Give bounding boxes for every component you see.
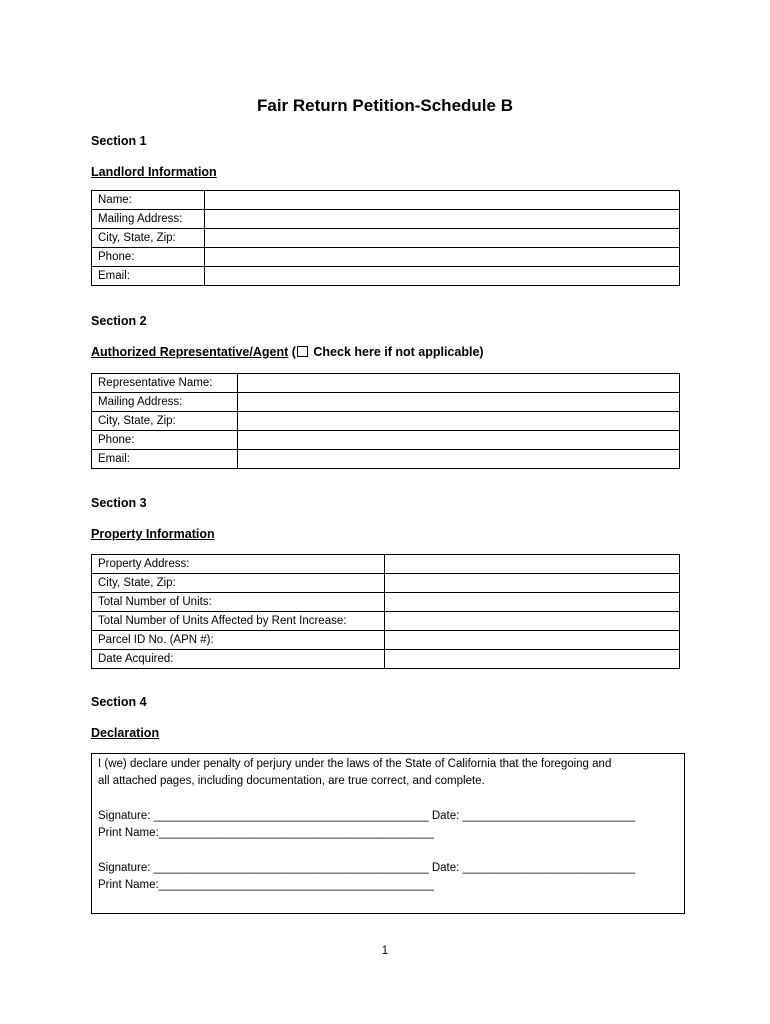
table-row: [92, 612, 680, 631]
table-row: [92, 650, 680, 669]
table-row: [92, 631, 680, 650]
table-row: [92, 574, 680, 593]
units-affected-field[interactable]: [385, 612, 680, 631]
table-row: [92, 393, 680, 412]
row-label: Name:: [92, 191, 205, 210]
section-1-heading: Section 1: [91, 134, 147, 148]
row-label: Mailing Address:: [92, 393, 238, 412]
row-label: Mailing Address:: [92, 210, 205, 229]
table-row: [92, 248, 680, 267]
representative-city-state-zip-field[interactable]: [238, 412, 680, 431]
parcel-id-field[interactable]: [385, 631, 680, 650]
row-label: City, State, Zip:: [92, 412, 238, 431]
print-name-line-1[interactable]: Print Name:___________________________________________: [98, 827, 434, 839]
table-row: [92, 191, 680, 210]
table-row: [92, 593, 680, 612]
property-address-field[interactable]: [385, 555, 680, 574]
representative-phone-field[interactable]: [238, 431, 680, 450]
row-label: Phone:: [92, 431, 238, 450]
row-label: City, State, Zip:: [92, 229, 205, 248]
not-applicable-checkbox[interactable]: [297, 346, 308, 357]
section-1-subheading: Landlord Information: [91, 165, 217, 179]
section-2-heading: Section 2: [91, 314, 147, 328]
table-row: [92, 267, 680, 286]
row-label: Email:: [92, 450, 238, 469]
landlord-phone-field[interactable]: [205, 248, 680, 267]
landlord-email-field[interactable]: [205, 267, 680, 286]
table-row: [92, 210, 680, 229]
date-acquired-field[interactable]: [385, 650, 680, 669]
section-2-subheading: Authorized Representative/Agent: [91, 345, 289, 359]
row-label: Date Acquired:: [92, 650, 385, 669]
row-label: Phone:: [92, 248, 205, 267]
declaration-statement-line-2: all attached pages, including documentation, are true correct, and complete.: [98, 775, 485, 787]
row-label: Email:: [92, 267, 205, 286]
page-number: 1: [381, 945, 389, 957]
section-4-heading: Section 4: [91, 695, 147, 709]
document-title: Fair Return Petition-Schedule B: [257, 96, 513, 115]
signature-line-2[interactable]: Signature: ___________________________________________ Date: ___________________________: [98, 862, 636, 874]
section-4-subheading: Declaration: [91, 726, 160, 740]
row-label: Total Number of Units Affected by Rent Increase:: [92, 612, 385, 631]
table-row: [92, 431, 680, 450]
print-name-line-2[interactable]: Print Name:___________________________________________: [98, 879, 434, 891]
paren-open: (: [288, 345, 296, 359]
row-label: Total Number of Units:: [92, 593, 385, 612]
section-3-heading: Section 3: [91, 496, 147, 510]
row-label: Property Address:: [92, 555, 385, 574]
row-label: Parcel ID No. (APN #):: [92, 631, 385, 650]
representative-info-table: [91, 373, 680, 469]
table-row: [92, 450, 680, 469]
landlord-name-field[interactable]: [205, 191, 680, 210]
representative-name-field[interactable]: [238, 374, 680, 393]
landlord-city-state-zip-field[interactable]: [205, 229, 680, 248]
row-label: City, State, Zip:: [92, 574, 385, 593]
table-row: [92, 412, 680, 431]
representative-mailing-address-field[interactable]: [238, 393, 680, 412]
declaration-statement-line-1: I (we) declare under penalty of perjury under the laws of the State of California that the foregoing and: [98, 758, 612, 770]
checkbox-label: Check here if not applicable): [309, 345, 484, 359]
section-3-subheading: Property Information: [91, 527, 215, 541]
table-row: [92, 229, 680, 248]
property-info-table: [91, 554, 680, 669]
total-units-field[interactable]: [385, 593, 680, 612]
landlord-mailing-address-field[interactable]: [205, 210, 680, 229]
row-label: Representative Name:: [92, 374, 238, 393]
signature-line-1[interactable]: Signature: ___________________________________________ Date: ___________________________: [98, 810, 636, 822]
table-row: [92, 555, 680, 574]
declaration-box: [91, 753, 685, 914]
table-row: [92, 374, 680, 393]
section-2-subheading-line: [91, 344, 484, 360]
representative-email-field[interactable]: [238, 450, 680, 469]
landlord-info-table: [91, 190, 680, 286]
property-city-state-zip-field[interactable]: [385, 574, 680, 593]
